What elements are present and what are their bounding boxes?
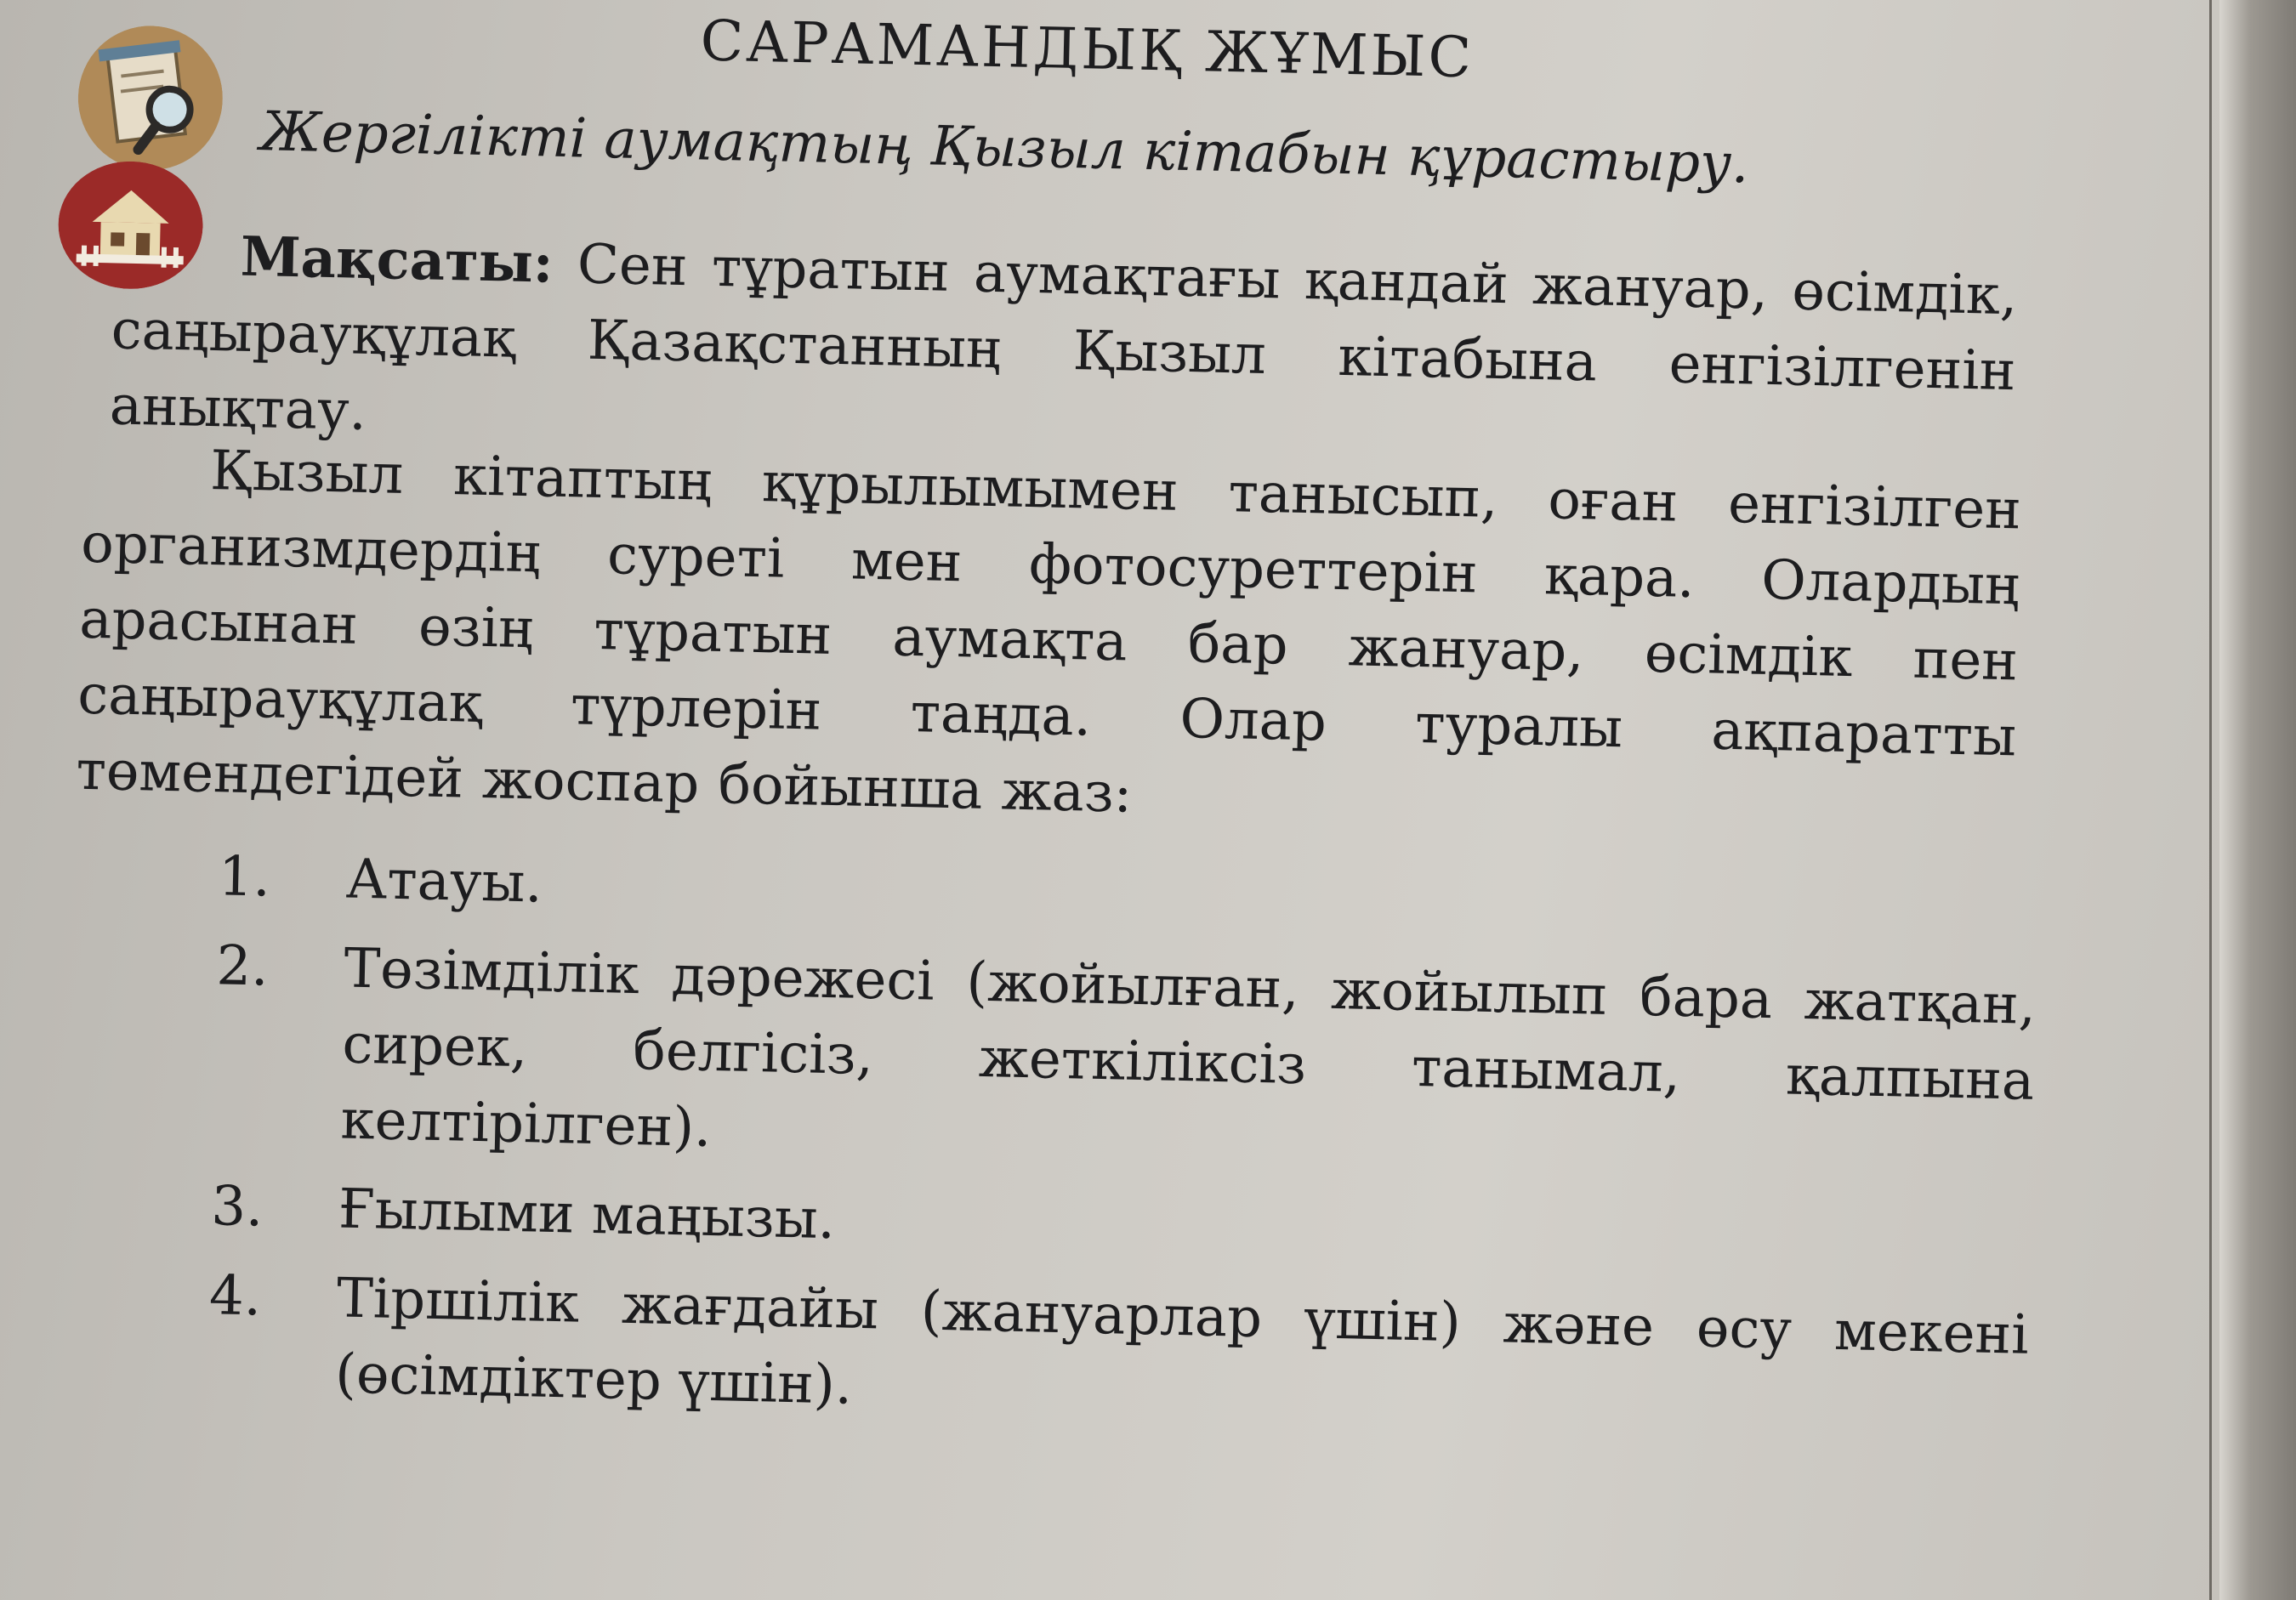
page-edge (2219, 0, 2296, 1600)
list-item-text: Төзімділік дәрежесі (жойылған, жойылып бара жатқан, сирек, белгісіз, жеткіліксіз танымал, қалпына келтірілген). (339, 937, 2037, 1160)
list-item-number: 2. (215, 934, 270, 999)
plan-list (207, 839, 2038, 1463)
task-title: Жергілікті аумақтың Қызыл кітабын құрастыру. (259, 100, 1750, 196)
list-item-number: 1. (218, 845, 271, 910)
list-item-text: Тіршілік жағдайы (жануарлар үшін) және өсу мекені (өсімдіктер үшін). (334, 1267, 2030, 1417)
list-item (207, 1258, 2029, 1450)
goal-text: Сен тұратын аумақтағы қандай жануар, өсімдік, саңырауқұлақ Қазақстанның Қызыл кітабына енгізілгенін анықтау. (109, 233, 2019, 443)
instructions-paragraph: Қызыл кітаптың құрылымымен танысып, оған енгізілген организмдердің суреті мен фотосуреттерін қара. Олардың арасынан өзің тұратын аумақта бар жануар, өсімдік пен саңырауқұлақ түрлерін таңда. Олар туралы ақпаратты төмендегідей жоспар бойынша жаз: (75, 439, 2022, 826)
list-item-number: 4. (208, 1264, 262, 1329)
goal-label: Мақсаты: (239, 224, 554, 296)
list-item-text: Ғылыми маңызы. (338, 1177, 836, 1252)
list-item-number: 3. (210, 1175, 264, 1240)
list-item-text: Атауы. (345, 848, 543, 916)
list-item (213, 928, 2037, 1195)
practical-work-heading: САРАМАНДЫҚ ЖҰМЫС (699, 8, 1475, 91)
